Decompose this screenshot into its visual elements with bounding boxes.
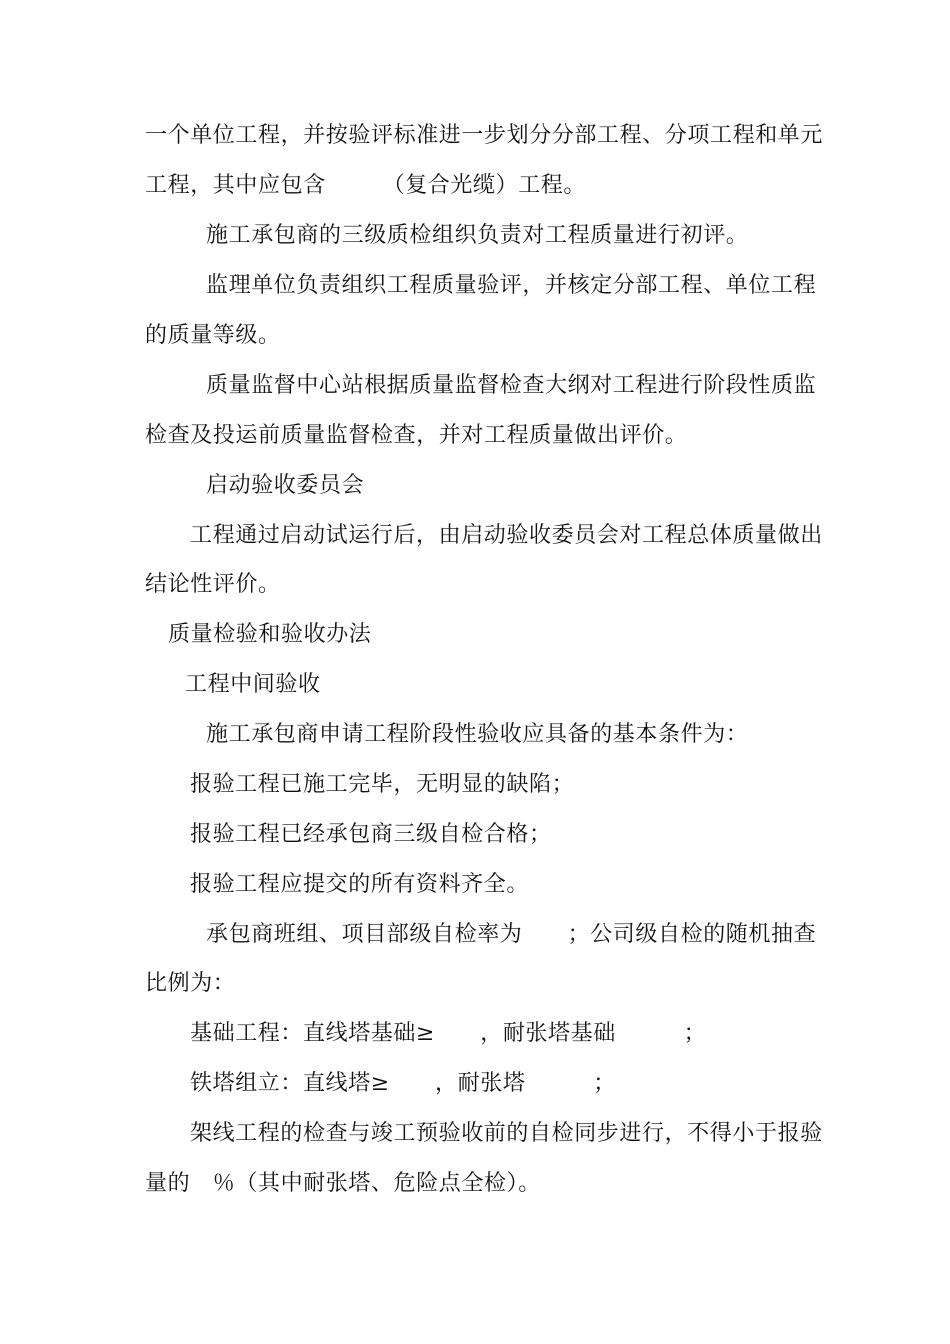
section-heading-inspection-methods: 质量检验和验收办法 [168,622,372,647]
list-item-tower-erection: 铁塔组立：直线塔≥ ，耐张塔 ； [190,1071,616,1096]
text-line-7: 检查及投运前质量监督检查，并对工程质量做出评价。 [145,423,688,448]
text-line-2: 工程，其中应包含 （复合光缆）工程。 [145,173,587,198]
list-item-condition-2: 报验工程已经承包商三级自检合格； [190,822,552,847]
text-line-13: 施工承包商申请工程阶段性验收应具备的基本条件为： [206,722,749,747]
section-heading-interim-acceptance: 工程中间验收 [185,672,321,697]
text-line-6: 质量监督中心站根据质量监督检查大纲对工程进行阶段性质监 [206,373,817,398]
text-line-4: 监理单位负责组织工程质量验评，并核定分部工程、单位工程 [206,273,817,298]
text-line-3: 施工承包商的三级质检组织负责对工程质量进行初评。 [206,223,749,248]
list-item-condition-3: 报验工程应提交的所有资料齐全。 [190,872,530,897]
list-item-foundation: 基础工程：直线塔基础≥ ，耐张塔基础 ； [190,1021,707,1046]
text-line-10: 结论性评价。 [145,572,281,597]
text-line-9: 工程通过启动试运行后，由启动验收委员会对工程总体质量做出 [190,523,823,548]
text-line-18: 比例为： [145,971,236,996]
text-line-22: 量的 ％（其中耐张塔、危险点全检）。 [145,1171,541,1196]
text-line-1: 一个单位工程，并按验评标准进一步划分分部工程、分项工程和单元 [145,123,824,148]
text-line-21: 架线工程的检查与竣工预验收前的自检同步进行，不得小于报验 [190,1121,823,1146]
text-line-5: 的质量等级。 [145,323,281,348]
list-item-condition-1: 报验工程已施工完毕，无明显的缺陷； [190,772,575,797]
section-heading-startup-committee: 启动验收委员会 [206,473,365,498]
text-line-17: 承包商班组、项目部级自检率为 ；公司级自检的随机抽查 [206,922,817,947]
